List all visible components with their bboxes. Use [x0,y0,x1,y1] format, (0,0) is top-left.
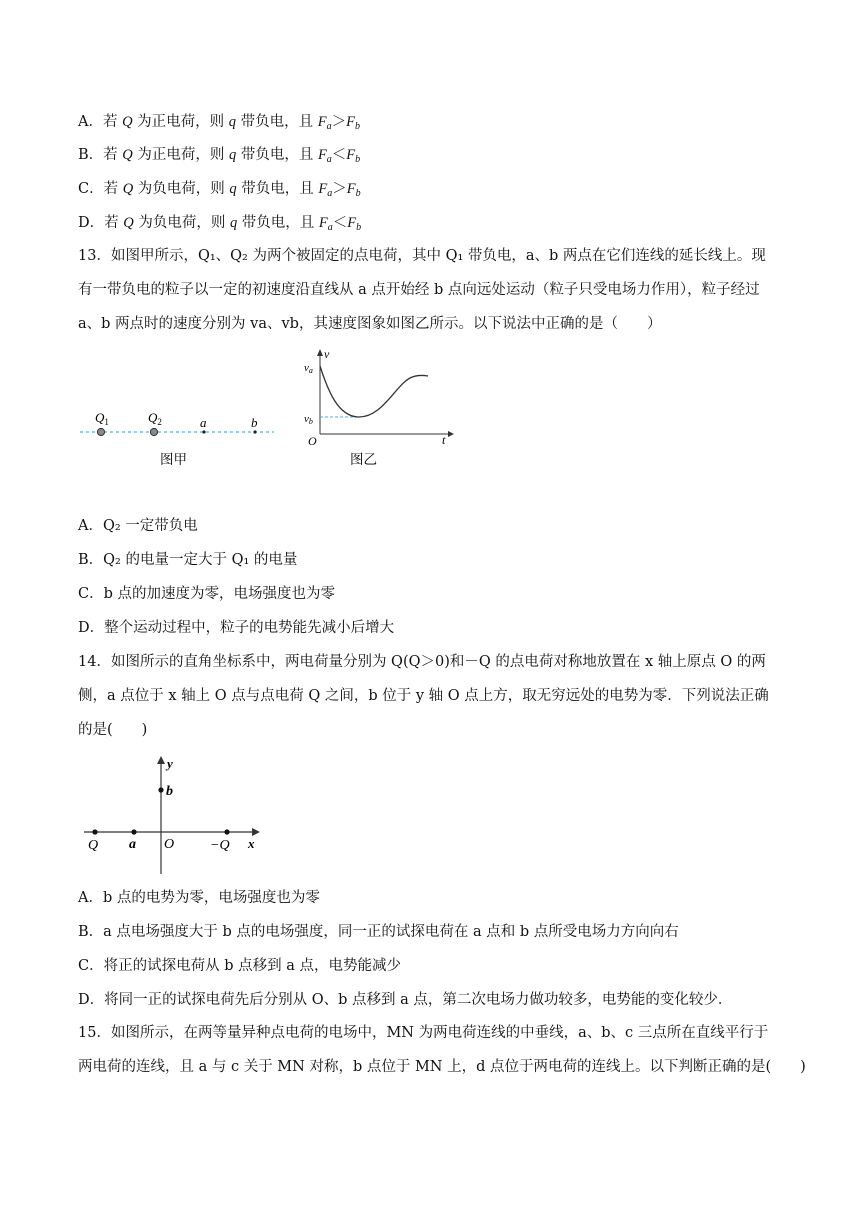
q14-coordinate-figure [80,752,270,878]
figure-caption-jia: 图甲 [160,452,187,467]
q14-option-a: A．b 点的电势为零，电场强度也为零 [78,890,320,906]
t-axis-arrow [448,431,454,437]
q13-option-a: A．Q₂ 一定带负电 [78,518,198,534]
b-label: b [166,784,173,799]
q12-option-b: B．若 Q 为正电荷，则 q 带负电，且 $F_a<F_b$ [78,147,361,165]
q13-option-d: D．整个运动过程中，粒子的电势能先减小后增大 [78,620,395,636]
q12-option-d: D．若 Q 为负电荷，则 q 带负电，且 $F_a<F_b$ [78,215,362,233]
b-label: b [251,415,258,430]
q15-stem-line-1: 15．如图所示，在两等量异种点电荷的电场中，MN 为两电荷连线的中垂线，a、b、c 三点所在直线平行于 [78,1025,769,1041]
velocity-curve [320,366,428,417]
q13-stem-line-2: 有一带负电的粒子以一定的初速度沿直线从 a 点开始经 b 点向远处运动（粒子只受电场力作用），粒子经过 [78,282,760,298]
charge-neg-q [224,829,229,834]
q2-charge [150,428,157,435]
figure-caption-yi: 图乙 [350,452,377,467]
neg-q-label: −Q [210,838,230,853]
point-b [253,430,256,433]
q14-option-c: C．将正的试探电荷从 b 点移到 a 点，电势能减少 [78,958,401,974]
origin-label: O [308,434,317,448]
q12-option-c: C．若 Q 为负电荷，则 q 带负电，且 $F_a>F_b$ [78,181,361,199]
q13-figure-yi [300,346,460,470]
a-label: a [129,837,136,852]
q14-stem-line-1: 14．如图所示的直角坐标系中，两电荷量分别为 Q(Q＞0)和－Q 的点电荷对称地放置在 x 轴上原点 O 的两 [78,654,766,670]
o-label: O [164,837,175,852]
q14-option-b: B．a 点电场强度大于 b 点的电场强度，同一正的试探电荷在 a 点和 b 点所受电场力方向向右 [78,924,679,940]
q2-label: $Q_2$ [148,410,162,427]
x-label: x [248,836,255,851]
x-axis-arrow [252,828,260,836]
vb-label: vb [304,413,313,426]
y-label: y [167,756,173,771]
point-a [131,829,136,834]
q14-stem-line-3: 的是( ) [78,722,148,738]
q1-label: $Q_1$ [95,410,109,427]
q13-stem-line-3: a、b 两点时的速度分别为 va、vb，其速度图象如图乙所示。以下说法中正确的是（ ） [78,316,662,332]
q13-option-c: C．b 点的加速度为零，电场强度也为零 [78,586,335,602]
q13-option-b: B．Q₂ 的电量一定大于 Q₁ 的电量 [78,552,298,568]
charge-q [92,829,97,834]
y-axis-arrow [157,756,165,764]
q14-stem-line-2: 侧，a 点位于 x 轴上 O 点与点电荷 Q 之间，b 位于 y 轴 O 点上方，取无穷远处的电势为零．下列说法正确 [78,688,769,704]
v-label: v [324,347,330,361]
v-axis-arrow [317,349,323,356]
a-label: a [200,415,207,430]
q12-option-a: A．若 Q 为正电荷，则 q 带负电，且 $F_a>F_b$ [78,114,360,132]
q-label: Q [88,838,99,853]
point-a [202,430,205,433]
point-b [158,787,163,792]
q14-option-d: D．将同一正的试探电荷先后分别从 O、b 点移到 a 点，第二次电场力做功较多，电势能的变化较少． [78,992,733,1008]
q13-figure-jia [78,400,278,470]
t-label: t [442,433,446,447]
q13-stem-line-1: 13．如图甲所示，Q₁、Q₂ 为两个被固定的点电荷，其中 Q₁ 带负电，a、b 两点在它们连线的延长线上。现 [78,248,766,264]
q1-charge [97,428,104,435]
va-label: va [304,362,313,375]
q15-stem-line-2: 两电荷的连线，且 a 与 c 关于 MN 对称，b 点位于 MN 上，d 点位于两电荷的连线上。以下判断正确的是( ) [78,1059,806,1075]
